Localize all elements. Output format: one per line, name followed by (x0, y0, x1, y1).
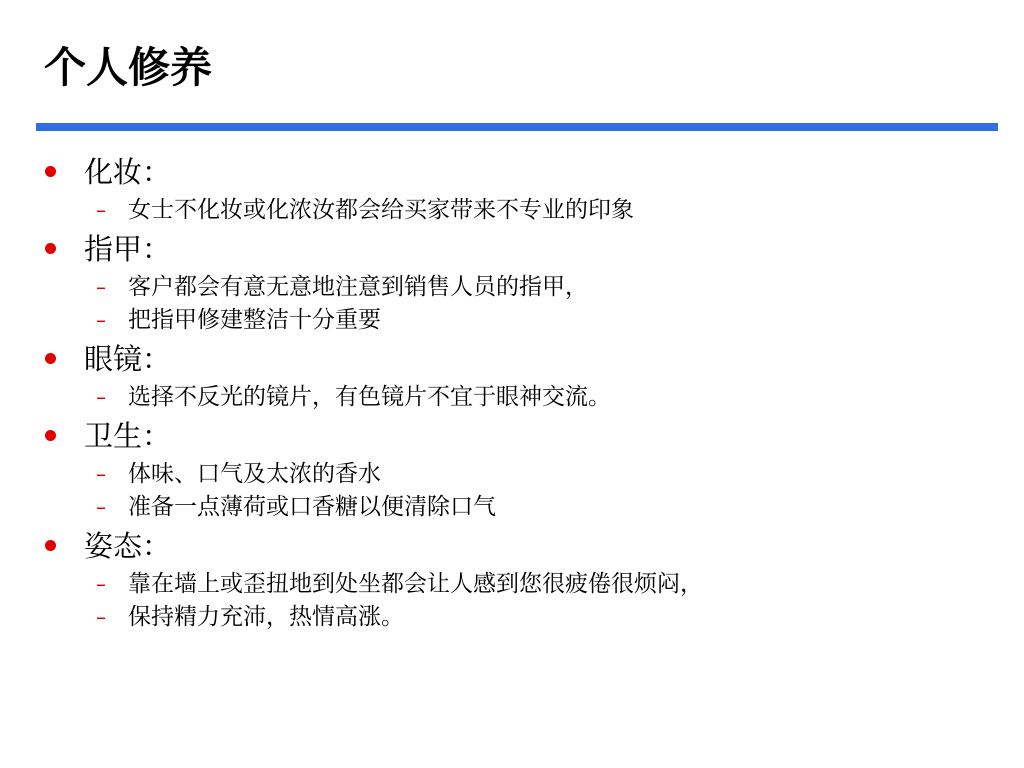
bullet-dot-icon (45, 540, 56, 551)
bullet-item-makeup (0, 150, 1024, 194)
dash-icon: – (96, 308, 106, 332)
sub-bullet-text: 保持精力充沛，热情高涨。 (128, 604, 404, 630)
dash-icon: – (96, 198, 106, 222)
dash-icon: – (96, 572, 106, 596)
bullet-item-nails (0, 227, 1024, 271)
bullet-heading: 卫生： (84, 419, 172, 453)
sub-bullet-item (0, 491, 1024, 524)
bullet-dot-icon (45, 166, 56, 177)
dash-icon: – (96, 385, 106, 409)
sub-bullet-text: 靠在墙上或歪扭地到处坐都会让人感到您很疲倦很烦闷， (128, 571, 703, 597)
sub-bullet-text: 客户都会有意无意地注意到销售人员的指甲， (128, 274, 588, 300)
sub-bullet-text: 把指甲修建整洁十分重要 (128, 307, 381, 333)
sub-bullet-text: 准备一点薄荷或口香糖以便清除口气 (128, 494, 496, 520)
bullet-heading: 眼镜： (84, 342, 172, 376)
bullet-heading: 姿态： (84, 529, 172, 563)
sub-bullet-item (0, 271, 1024, 304)
bullet-item-posture (0, 524, 1024, 568)
dash-icon: – (96, 495, 106, 519)
sub-bullet-item (0, 458, 1024, 491)
sub-bullet-item (0, 601, 1024, 634)
sub-bullet-text: 体味、口气及太浓的香水 (128, 461, 381, 487)
bullet-heading: 化妆： (84, 155, 172, 189)
dash-icon: – (96, 462, 106, 486)
bullet-dot-icon (45, 430, 56, 441)
bullet-list (0, 150, 1024, 634)
sub-bullet-item (0, 304, 1024, 337)
sub-bullet-text: 选择不反光的镜片，有色镜片不宜于眼神交流。 (128, 384, 611, 410)
sub-bullet-item (0, 568, 1024, 601)
bullet-dot-icon (45, 353, 56, 364)
bullet-item-hygiene (0, 414, 1024, 458)
sub-bullet-item (0, 194, 1024, 227)
slide-title: 个人修养 (44, 43, 213, 92)
title-divider (36, 123, 998, 131)
bullet-dot-icon (45, 243, 56, 254)
sub-bullet-item (0, 381, 1024, 414)
dash-icon: – (96, 275, 106, 299)
bullet-item-glasses (0, 337, 1024, 381)
sub-bullet-text: 女士不化妆或化浓汝都会给买家带来不专业的印象 (128, 197, 634, 223)
bullet-heading: 指甲： (84, 232, 172, 266)
dash-icon: – (96, 605, 106, 629)
